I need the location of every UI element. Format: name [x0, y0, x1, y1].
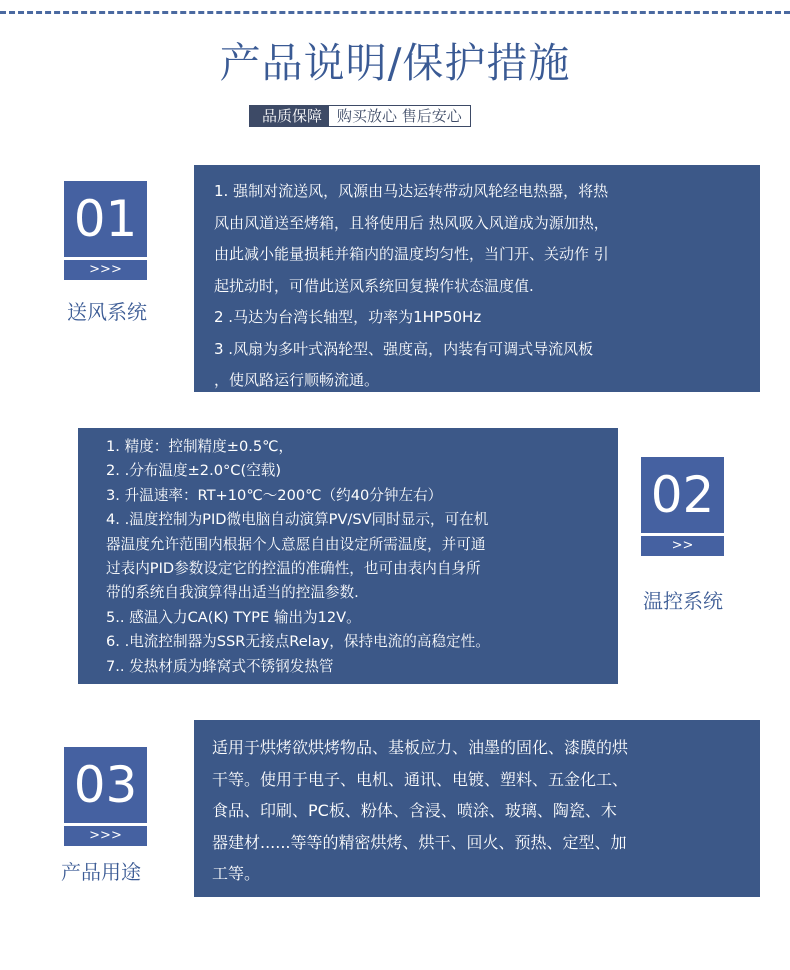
section-03-label: 产品用途 — [61, 860, 141, 884]
section-03-badge — [64, 747, 147, 846]
top-dashed-divider — [0, 11, 790, 14]
section-03-panel — [194, 720, 760, 897]
panel-line: 1. 精度：控制精度±0.5℃， — [106, 438, 294, 455]
tagline — [249, 105, 471, 127]
panel-line: 器建材......等等的精密烘烤、烘干、回火、预热、定型、加 — [212, 832, 627, 852]
panel-line: 4. .温度控制为PID微电脑自动演算PV/SV同时显示，可在机 — [106, 511, 489, 529]
panel-line: 风由风道送至烤箱，且将使用后 热风吸入风道成为源加热， — [214, 213, 609, 232]
panel-line: ，使风路运行顺畅流通。 — [214, 371, 380, 389]
panel-line: 带的系统自我演算得出适当的控温参数. — [106, 584, 359, 602]
chevron-right-icon: >>> — [64, 823, 147, 846]
panel-line: 过表内PID参数设定它的控温的准确性，也可由表内自身所 — [106, 560, 481, 578]
section-02-panel — [78, 428, 618, 684]
section-03-number: 03 — [64, 747, 147, 823]
panel-line: 干等。使用于电子、电机、通讯、电镀、塑料、五金化工、 — [212, 769, 629, 789]
panel-line: 3. 升温速率：RT+10℃～200℃（约40分钟左右） — [106, 486, 443, 504]
chevron-right-icon: >>> — [64, 257, 147, 280]
panel-line: 6. .电流控制器为SSR无接点Relay，保持电流的高稳定性。 — [106, 633, 490, 651]
section-02-badge — [641, 457, 724, 556]
panel-line: 器温度允许范围内根据个人意愿自由设定所需温度，并可通 — [106, 535, 486, 553]
panel-line: 适用于烘烤欲烘烤物品、基板应力、油墨的固化、漆膜的烘 — [212, 738, 629, 757]
panel-line: 起扰动时，可借此送风系统回复操作状态温度值. — [214, 276, 534, 295]
panel-line: 2 .马达为台湾长轴型，功率为1HP50Hz — [214, 308, 482, 326]
section-02-label: 温控系统 — [643, 589, 723, 613]
panel-line: 工等。 — [212, 864, 261, 883]
panel-line: 5.. 感温入力CA(K) TYPE 输出为12V。 — [106, 608, 361, 626]
panel-line: 2. .分布温度±2.0°C(空载) — [106, 462, 282, 480]
section-01-label: 送风系统 — [67, 300, 147, 324]
section-01-number: 01 — [64, 181, 147, 257]
panel-line: 3 .风扇为多叶式涡轮型、强度高，内装有可调式导流风板 — [214, 339, 594, 358]
panel-line: 由此减小能量损耗并箱内的温度均匀性，当门开、关动作 引 — [214, 245, 609, 263]
tagline-assurance: 购买放心 售后安心 — [329, 106, 470, 126]
section-02-number: 02 — [641, 457, 724, 533]
chevron-right-icon: >> — [641, 533, 724, 556]
panel-line: 7.. 发热材质为蜂窝式不锈钢发热管 — [106, 657, 334, 675]
panel-line: 1. 强制对流送风，风源由马达运转带动风轮经电热器，将热 — [214, 182, 609, 200]
section-01-badge — [64, 181, 147, 280]
panel-line: 食品、印刷、PC板、粉体、含浸、喷涂、玻璃、陶瓷、木 — [212, 801, 617, 820]
tagline-quality: 品质保障 — [250, 106, 329, 126]
page-title: 产品说明/保护措施 — [219, 39, 571, 87]
section-01-panel — [194, 165, 760, 392]
